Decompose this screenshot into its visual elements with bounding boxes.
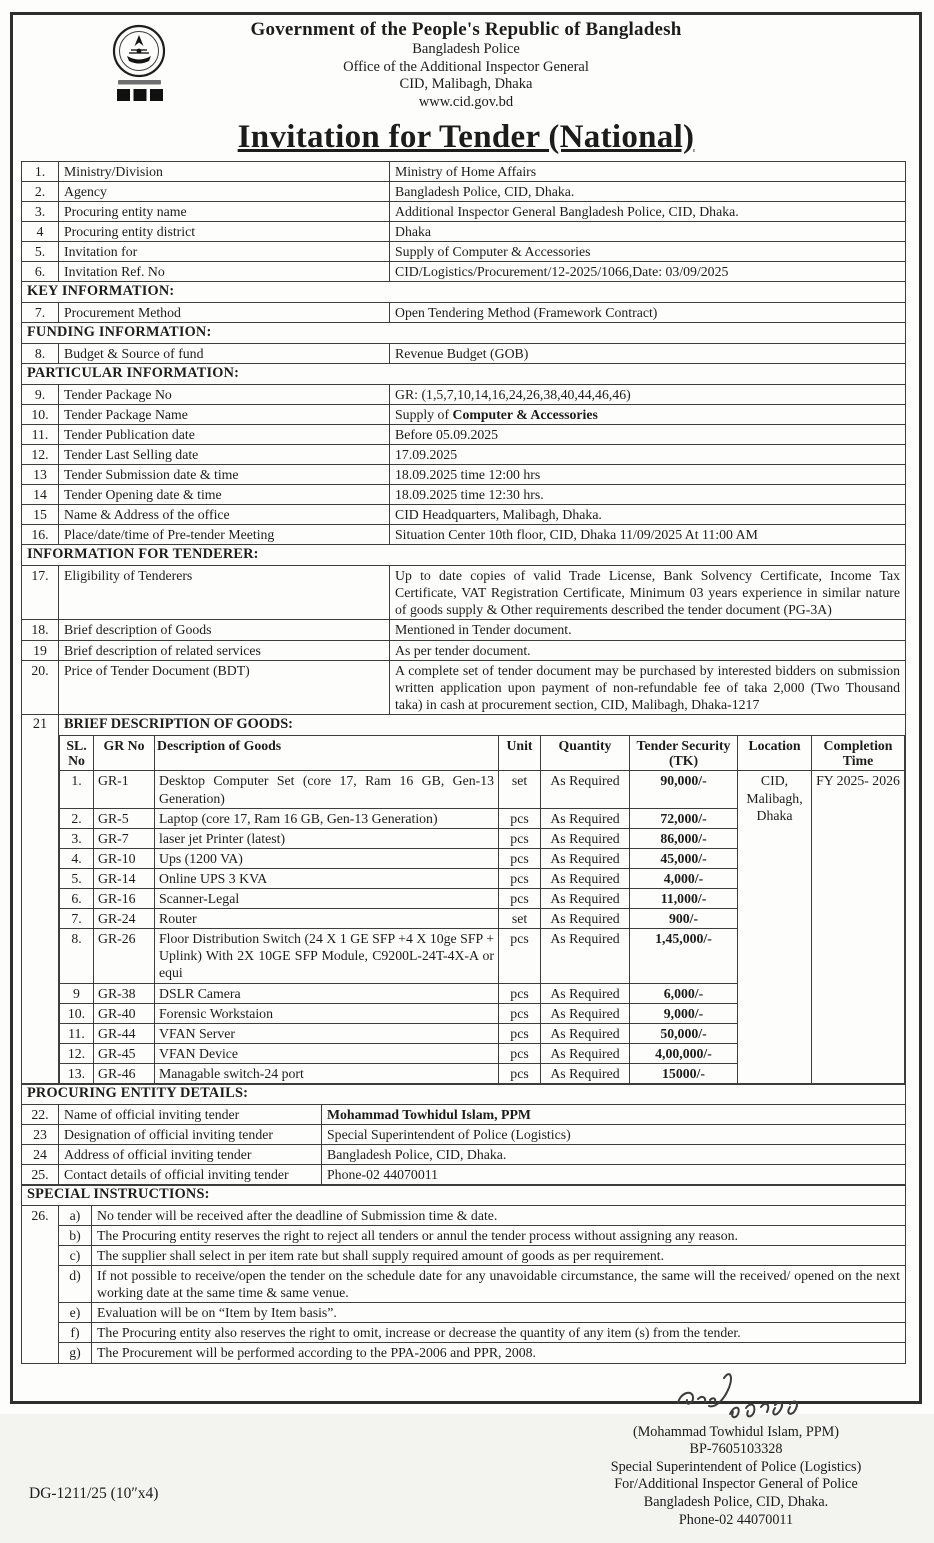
goods-gr-no: GR-44 <box>94 1023 155 1043</box>
row-label: Budget & Source of fund <box>59 343 390 363</box>
instruction-text: The supplier shall select in per item rate but shall supply required amount of goods as per requirement. <box>92 1245 906 1265</box>
row-value: 17.09.2025 <box>390 444 906 464</box>
instruction-text: The Procuring entity reserves the right to reject all tenders or annul the tender process without assigning any reason. <box>92 1225 906 1245</box>
row-value: Mentioned in Tender document. <box>390 620 906 640</box>
goods-sl: 13. <box>60 1063 94 1083</box>
goods-quantity: As Required <box>541 909 630 929</box>
instruction-row <box>22 1343 906 1363</box>
goods-section-cell <box>59 714 906 1084</box>
goods-description: Floor Distribution Switch (24 X 1 GE SFP +4 X 10ge SFP + Uplink) With 2X 10GE SFP Module, C9200L-24T-4X-A or equi <box>155 929 499 983</box>
tender-info-table <box>21 161 906 1085</box>
goods-description: VFAN Device <box>155 1043 499 1063</box>
table-row <box>22 343 906 363</box>
goods-quantity: As Required <box>541 1063 630 1083</box>
table-row <box>22 660 906 714</box>
row-label: Price of Tender Document (BDT) <box>59 660 390 714</box>
goods-col-header: Description of Goods <box>155 735 499 771</box>
row-number: 8. <box>22 343 59 363</box>
goods-header-row <box>60 735 905 771</box>
row-number: 11. <box>22 424 59 444</box>
goods-sl: 3. <box>60 828 94 848</box>
row-number: 15 <box>22 505 59 525</box>
goods-description: Managable switch-24 port <box>155 1063 499 1083</box>
instruction-row <box>22 1323 906 1343</box>
table-row <box>22 465 906 485</box>
row-value: GR: (1,5,7,10,14,16,24,26,38,40,44,46,46) <box>390 384 906 404</box>
org-line: CID, Malibagh, Dhaka <box>399 76 533 93</box>
row-value: CID Headquarters, Malibagh, Dhaka. <box>390 505 906 525</box>
row-number: 19 <box>22 640 59 660</box>
goods-quantity: As Required <box>541 1023 630 1043</box>
goods-unit: set <box>499 909 541 929</box>
goods-sl: 6. <box>60 889 94 909</box>
goods-sl: 5. <box>60 868 94 888</box>
table-row <box>22 262 906 282</box>
goods-quantity: As Required <box>541 828 630 848</box>
goods-unit: pcs <box>499 1003 541 1023</box>
table-row <box>22 640 906 660</box>
row-number: 16. <box>22 525 59 545</box>
table-row <box>22 161 906 181</box>
org-line: Bangladesh Police <box>412 41 520 57</box>
website-text: www.cid.gov.bd <box>418 94 514 111</box>
goods-quantity: As Required <box>541 808 630 828</box>
row-label: Tender Last Selling date <box>59 444 390 464</box>
row-value: Dhaka <box>390 222 906 242</box>
section-header-row <box>22 282 906 303</box>
row-label: Name & Address of the office <box>59 505 390 525</box>
goods-quantity: As Required <box>541 929 630 983</box>
goods-gr-no: GR-46 <box>94 1063 155 1083</box>
row-label: Place/date/time of Pre-tender Meeting <box>59 525 390 545</box>
row-number: 6. <box>22 262 59 282</box>
row-label: Contact details of official inviting tender <box>59 1165 322 1185</box>
document-header <box>13 15 919 156</box>
row-label: Name of official inviting tender <box>59 1105 322 1125</box>
row-value: Additional Inspector General Bangladesh Police, CID, Dhaka. <box>390 201 906 221</box>
goods-gr-no: GR-10 <box>94 848 155 868</box>
row-value: Bangladesh Police, CID, Dhaka. <box>322 1145 906 1165</box>
instruction-row <box>22 1225 906 1245</box>
goods-description: Laptop (core 17, Ram 16 GB, Gen-13 Generation) <box>155 808 499 828</box>
goods-gr-no: GR-16 <box>94 889 155 909</box>
goods-quantity: As Required <box>541 771 630 808</box>
section-title: INFORMATION FOR TENDERER: <box>22 545 906 566</box>
goods-tender-security: 1,45,000/- <box>630 929 738 983</box>
instruction-row <box>22 1266 906 1303</box>
row-label: Invitation for <box>59 242 390 262</box>
row-value: Up to date copies of valid Trade License, Bank Solvency Certificate, Income Tax Certificate, VAT Registration Certificate, Minimum 03 years experience in similar nature of goods supply & Other requirements described the tender document (PG-3A) <box>390 566 906 620</box>
goods-section-row <box>22 714 906 1084</box>
row-label: Address of official inviting tender <box>59 1145 322 1165</box>
signature-lines <box>571 1424 901 1530</box>
signature-block-line: For/Additional Inspector General of Police <box>614 1476 858 1493</box>
signature-block-line: Special Superintendent of Police (Logistics) <box>610 1458 862 1475</box>
table-row <box>22 242 906 262</box>
row-label: Brief description of related services <box>59 640 390 660</box>
goods-sl: 1. <box>60 771 94 808</box>
row-label: Eligibility of Tenderers <box>59 566 390 620</box>
goods-gr-no: GR-5 <box>94 808 155 828</box>
goods-tender-security: 6,000/- <box>630 983 738 1003</box>
org-line: Office of the Additional Inspector General <box>343 58 589 75</box>
instruction-letter: e) <box>59 1303 92 1323</box>
goods-gr-no: GR-40 <box>94 1003 155 1023</box>
goods-description: Forensic Workstaion <box>155 1003 499 1023</box>
table-row <box>22 1105 906 1125</box>
table-row <box>22 1125 906 1145</box>
goods-section-title: BRIEF DESCRIPTION OF GOODS: <box>64 715 293 732</box>
row-number: 17. <box>22 566 59 620</box>
row-value: Open Tendering Method (Framework Contract) <box>390 303 906 323</box>
row-value: A complete set of tender document may be purchased by interested bidders on submission written application upon payment of non-refundable fee of taka 2,000 (Two Thousand taka) in cash at procurement section, CID, Malibagh, Dhaka-1217 <box>390 660 906 714</box>
instruction-letter: b) <box>59 1225 92 1245</box>
signature-block <box>571 1370 901 1530</box>
goods-col-header: Tender Security (TK) <box>630 735 738 771</box>
government-line: Government of the People's Republic of Bangladesh <box>250 19 682 40</box>
goods-description: Router <box>155 909 499 929</box>
signature-block-line: BP-7605103328 <box>689 1441 783 1458</box>
goods-location: CID, Malibagh, Dhaka <box>738 771 812 1084</box>
goods-unit: pcs <box>499 889 541 909</box>
row-number: 24 <box>22 1145 59 1165</box>
goods-quantity: As Required <box>541 1003 630 1023</box>
table-row <box>22 181 906 201</box>
goods-tender-security: 50,000/- <box>630 1023 738 1043</box>
row-number: 12. <box>22 444 59 464</box>
row-label: Ministry/Division <box>59 161 390 181</box>
row-value: Before 05.09.2025 <box>390 424 906 444</box>
instruction-letter: d) <box>59 1266 92 1303</box>
goods-sl: 8. <box>60 929 94 983</box>
page-title: Invitation for Tender (National) <box>237 118 695 155</box>
row-value: Supply of Computer & Accessories <box>390 404 906 424</box>
row-label: Tender Submission date & time <box>59 465 390 485</box>
row-label: Procurement Method <box>59 303 390 323</box>
table-row <box>22 384 906 404</box>
goods-tender-security: 4,000/- <box>630 868 738 888</box>
goods-gr-no: GR-1 <box>94 771 155 808</box>
section-title: SPECIAL INSTRUCTIONS: <box>22 1185 906 1206</box>
row-number: 10. <box>22 404 59 424</box>
row-value: Phone-02 44070011 <box>322 1165 906 1185</box>
section-header-row <box>22 1185 906 1206</box>
goods-gr-no: GR-45 <box>94 1043 155 1063</box>
goods-quantity: As Required <box>541 889 630 909</box>
signature-block-line: Phone-02 44070011 <box>678 1511 794 1528</box>
row-value: Ministry of Home Affairs <box>390 161 906 181</box>
row-value: Supply of Computer & Accessories <box>390 242 906 262</box>
row-number: 1. <box>22 161 59 181</box>
row-number: 4 <box>22 222 59 242</box>
goods-gr-no: GR-38 <box>94 983 155 1003</box>
goods-tender-security: 4,00,000/- <box>630 1043 738 1063</box>
instruction-row <box>22 1245 906 1265</box>
table-row <box>22 566 906 620</box>
row-number: 5. <box>22 242 59 262</box>
goods-quantity: As Required <box>541 868 630 888</box>
goods-gr-no: GR-14 <box>94 868 155 888</box>
goods-unit: pcs <box>499 929 541 983</box>
goods-tender-security: 900/- <box>630 909 738 929</box>
handwritten-signature-icon <box>664 1370 844 1426</box>
section-title: PARTICULAR INFORMATION: <box>22 363 906 384</box>
goods-sl: 7. <box>60 909 94 929</box>
goods-unit: pcs <box>499 1043 541 1063</box>
table-row <box>22 620 906 640</box>
row-label: Tender Publication date <box>59 424 390 444</box>
goods-tender-security: 72,000/- <box>630 808 738 828</box>
row-value: Revenue Budget (GOB) <box>390 343 906 363</box>
goods-unit: pcs <box>499 983 541 1003</box>
document-footer <box>13 1364 919 1543</box>
instruction-text: If not possible to receive/open the tender on the schedule date for any unavoidable circumstance, the same will the received/ opened on the next working date at the same time & same venue. <box>92 1266 906 1303</box>
goods-completion-time: FY 2025- 2026 <box>812 771 905 1084</box>
row-number: 2. <box>22 181 59 201</box>
row-value: 18.09.2025 time 12:00 hrs <box>390 465 906 485</box>
section-header-row <box>22 363 906 384</box>
goods-tender-security: 90,000/- <box>630 771 738 808</box>
goods-unit: set <box>499 771 541 808</box>
goods-sl: 9 <box>60 983 94 1003</box>
page-border-frame <box>10 12 922 1528</box>
instruction-text: The Procuring entity also reserves the right to omit, increase or decrease the quantity of any item (s) from the tender. <box>92 1323 906 1343</box>
goods-description: laser jet Printer (latest) <box>155 828 499 848</box>
goods-unit: pcs <box>499 1063 541 1083</box>
row-label: Procuring entity district <box>59 222 390 242</box>
goods-unit: pcs <box>499 808 541 828</box>
row-number: 18. <box>22 620 59 640</box>
table-row <box>22 201 906 221</box>
row-label: Tender Opening date & time <box>59 485 390 505</box>
goods-tender-security: 15000/- <box>630 1063 738 1083</box>
row-value: Mohammad Towhidul Islam, PPM <box>322 1105 906 1125</box>
table-row <box>22 303 906 323</box>
table-row <box>22 404 906 424</box>
dg-reference-note: DG-1211/25 (10″x4) <box>29 1485 159 1503</box>
instruction-letter: g) <box>59 1343 92 1363</box>
section-title: FUNDING INFORMATION: <box>22 323 906 344</box>
goods-quantity: As Required <box>541 983 630 1003</box>
goods-unit: pcs <box>499 848 541 868</box>
row-value: Bangladesh Police, CID, Dhaka. <box>390 181 906 201</box>
goods-col-header: Completion Time <box>812 735 905 771</box>
row-value: CID/Logistics/Procurement/12-2025/1066,Date: 03/09/2025 <box>390 262 906 282</box>
special-instructions-table <box>21 1184 906 1363</box>
row-value: As per tender document. <box>390 640 906 660</box>
row-number: 20. <box>22 660 59 714</box>
goods-gr-no: GR-26 <box>94 929 155 983</box>
table-row <box>22 424 906 444</box>
goods-tender-security: 11,000/- <box>630 889 738 909</box>
row-number: 23 <box>22 1125 59 1145</box>
instruction-letter: c) <box>59 1245 92 1265</box>
goods-description: Scanner-Legal <box>155 889 499 909</box>
goods-gr-no: GR-7 <box>94 828 155 848</box>
row-number: 7. <box>22 303 59 323</box>
goods-description: Online UPS 3 KVA <box>155 868 499 888</box>
goods-sl: 11. <box>60 1023 94 1043</box>
instruction-text: Evaluation will be on “Item by Item basis”. <box>92 1303 906 1323</box>
row-label: Agency <box>59 181 390 201</box>
row-number: 14 <box>22 485 59 505</box>
row-number: 21 <box>22 714 59 1084</box>
section-title: PROCURING ENTITY DETAILS: <box>22 1084 906 1105</box>
goods-unit: pcs <box>499 828 541 848</box>
goods-quantity: As Required <box>541 848 630 868</box>
instruction-row <box>22 1303 906 1323</box>
goods-sl: 2. <box>60 808 94 828</box>
table-row <box>22 525 906 545</box>
row-number: 25. <box>22 1165 59 1185</box>
table-row <box>22 485 906 505</box>
goods-sl: 10. <box>60 1003 94 1023</box>
procuring-entity-table <box>21 1083 906 1185</box>
instruction-text: No tender will be received after the deadline of Submission time & date. <box>92 1205 906 1225</box>
signature-block-line: Bangladesh Police, CID, Dhaka. <box>643 1493 829 1510</box>
goods-tender-security: 45,000/- <box>630 848 738 868</box>
section-title: KEY INFORMATION: <box>22 282 906 303</box>
goods-sl: 12. <box>60 1043 94 1063</box>
instruction-row <box>22 1205 906 1225</box>
row-label: Tender Package No <box>59 384 390 404</box>
row-number: 9. <box>22 384 59 404</box>
goods-col-header: Location <box>738 735 812 771</box>
row-value: 18.09.2025 time 12:30 hrs. <box>390 485 906 505</box>
goods-col-header: SL. No <box>60 735 94 771</box>
goods-tender-security: 9,000/- <box>630 1003 738 1023</box>
goods-description: Ups (1200 VA) <box>155 848 499 868</box>
goods-description: Desktop Computer Set (core 17, Ram 16 GB, Gen-13 Generation) <box>155 771 499 808</box>
row-value: Special Superintendent of Police (Logistics) <box>322 1125 906 1145</box>
row-number: 26. <box>22 1205 59 1363</box>
goods-tender-security: 86,000/- <box>630 828 738 848</box>
goods-row <box>60 771 905 808</box>
section-header-row <box>22 323 906 344</box>
row-number: 22. <box>22 1105 59 1125</box>
table-row <box>22 444 906 464</box>
table-row <box>22 222 906 242</box>
table-row <box>22 1165 906 1185</box>
goods-table <box>59 735 905 1084</box>
section-header-row <box>22 545 906 566</box>
goods-col-header: GR No <box>94 735 155 771</box>
goods-description: DSLR Camera <box>155 983 499 1003</box>
cid-police-emblem-icon <box>109 23 171 116</box>
row-label: Tender Package Name <box>59 404 390 424</box>
goods-sl: 4. <box>60 848 94 868</box>
row-number: 3. <box>22 201 59 221</box>
section-header-row <box>22 1084 906 1105</box>
goods-col-header: Unit <box>499 735 541 771</box>
goods-quantity: As Required <box>541 1043 630 1063</box>
row-label: Brief description of Goods <box>59 620 390 640</box>
table-row <box>22 505 906 525</box>
row-value: Situation Center 10th floor, CID, Dhaka 11/09/2025 At 11:00 AM <box>390 525 906 545</box>
instruction-text: The Procurement will be performed according to the PPA-2006 and PPR, 2008. <box>92 1343 906 1363</box>
instruction-letter: f) <box>59 1323 92 1343</box>
row-number: 13 <box>22 465 59 485</box>
signature-block-line: (Mohammad Towhidul Islam, PPM) <box>632 1423 840 1440</box>
goods-unit: pcs <box>499 868 541 888</box>
goods-gr-no: GR-24 <box>94 909 155 929</box>
table-row <box>22 1145 906 1165</box>
row-label: Designation of official inviting tender <box>59 1125 322 1145</box>
goods-unit: pcs <box>499 1023 541 1043</box>
row-label: Procuring entity name <box>59 201 390 221</box>
instruction-letter: a) <box>59 1205 92 1225</box>
goods-description: VFAN Server <box>155 1023 499 1043</box>
row-label: Invitation Ref. No <box>59 262 390 282</box>
goods-col-header: Quantity <box>541 735 630 771</box>
